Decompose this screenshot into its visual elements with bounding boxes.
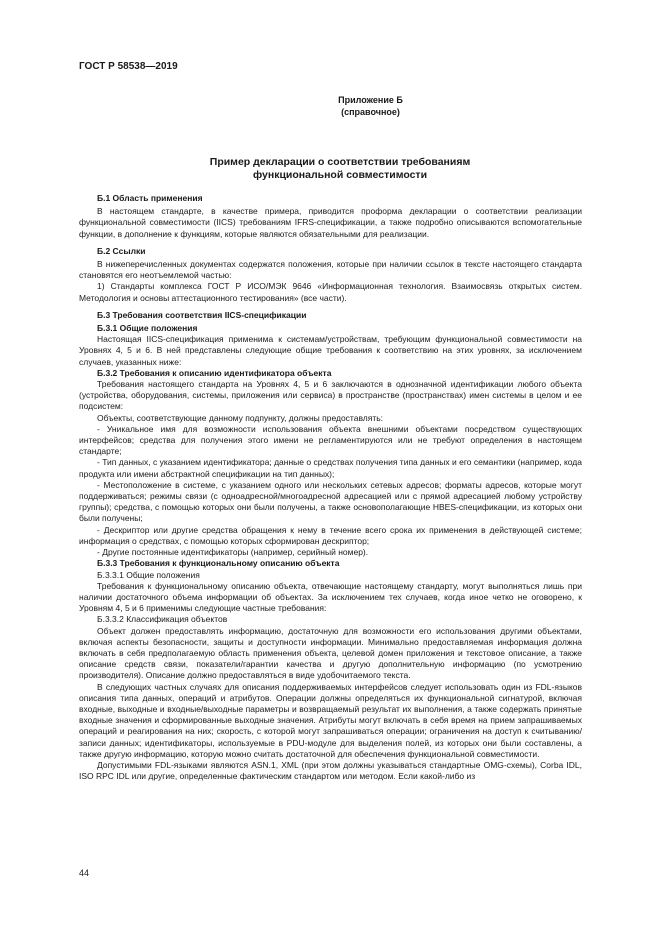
paragraph: В нижеперечисленных документах содержатся положения, которые при наличии ссылок в тексте настоящего стандарта становятся его неотъемлемой частью:	[79, 259, 582, 281]
document-header: ГОСТ Р 58538—2019	[79, 61, 178, 72]
paragraph: В следующих частных случаях для описания поддерживаемых интерфейсов следует использовать один из FDL-языков описания типа данных, операций и атрибутов. Операции должны определяться их функциональной сигнатурой, включая входные, выходные и входные/выходные параметры и возвращаемый результат их выполнения, а также содержать принятые входные значения и сформированные выходные значения. Атрибуты могут включать в себя время на прием запрашиваемых операций и реагирования на них; скорость, с которой могут запрашиваться операции; ограничения на доступ к считыванию/записи данных; идентификаторы, используемые в PDU-модуле для выделения полей, из которых они были составлены, а также другую информацию, которую можно считать достаточной для обеспечения функциональной совместимости.	[79, 681, 582, 759]
title-line-2: функциональной совместимости	[252, 168, 428, 181]
subsection-heading-b31: Б.3.1 Общие положения	[97, 323, 198, 334]
page-number: 44	[79, 868, 90, 878]
page-title	[140, 156, 540, 181]
list-item: - Тип данных, с указанием идентификатора; данные о средствах получения типа данных и его семантики (например, кода продукта или имени абстрактной спецификации на тип данных);	[79, 457, 582, 479]
paragraph: Требования к функциональному описанию объекта, отвечающие настоящему стандарту, могут выполняться лишь при наличии достаточного объема информации об объектах. За исключением тех случаев, когда иное четко не оговорено, к Уровням 4, 5 и 6 применимы следующие частные требования:	[79, 580, 582, 614]
appendix-type: (справочное)	[341, 106, 400, 117]
paragraph: Требования настоящего стандарта на Уровнях 4, 5 и 6 заключаются в однозначной идентификации любого объекта (устройства, оборудования, системы, приложения или сервиса) в пространстве (пространствах) имен системы в целом и ее подсистем:	[79, 379, 582, 412]
paragraph: Допустимыми FDL-языками являются ASN.1, XML (при этом должны указываться стандартные OMG-схемы), Corba IDL, ISO RPC IDL или другие, определенные фактическим стандартом или методом. Если какой-либо из	[79, 759, 582, 782]
title-line-1: Пример декларации о соответствии требованиям	[209, 156, 471, 168]
appendix-heading	[0, 95, 661, 118]
subsection-heading-b332: Б.3.3.2 Классификация объектов	[97, 614, 228, 625]
list-item: - Местоположение в системе, с указанием одного или нескольких сетевых адресов; форматы адресов, которые могут поддерживаться; режимы связи (с одноадресной/многоадресной адресацией или с прямой адресацией любому устройству группы); средства, с помощью которых они были получены, а также основополагающие HBES-спецификации, из которых они были получены;	[79, 479, 582, 524]
section-heading-b1: Б.1 Область применения	[97, 193, 203, 203]
list-item: - Другие постоянные идентификаторы (например, серийный номер).	[97, 547, 369, 558]
paragraph: 1) Стандарты комплекса ГОСТ Р ИСО/МЭК 9646 «Информационная технология. Взаимосвязь открытых систем. Методология и основы аттестационного тестирования» (все части).	[79, 281, 582, 303]
paragraph: Настоящая IICS-спецификация применима к системам/устройствам, требующим функциональной совместимости на Уровнях 4, 5 и 6. В ней представлены следующие общие требования к соответствию на этих уровнях, за исключением случаев, указанных ниже:	[79, 334, 582, 367]
paragraph: Объект должен предоставлять информацию, достаточную для возможности его использования другими объектами, включая аспекты безопасности, защиты и доступности информации. Минимально предоставляемая информация должна включать в себя предполагаемую область применения объекта, целевой домен приложения и текстовое описание, а также описание средств связи, показатели/гарантии качества и другую дополнительную информацию (по усмотрению производителя). Описание должно предоставляться в виде удобочитаемого текста.	[79, 625, 582, 681]
section-heading-b3: Б.3 Требования соответствия IICS-спецификации	[97, 309, 307, 320]
appendix-label: Приложение Б	[338, 95, 403, 105]
subsection-heading-b33: Б.3.3 Требования к функциональному описанию объекта	[97, 558, 340, 569]
list-item: - Дескриптор или другие средства обращения к нему в течение всего срока их применения в действующей системе; информация о средствах, с помощью которых сформирован дескриптор;	[79, 524, 582, 546]
paragraph: Объекты, соответствующие данному подпункту, должны предоставлять:	[97, 412, 384, 423]
subsection-heading-b32: Б.3.2 Требования к описанию идентификатора объекта	[97, 367, 332, 378]
section-heading-b2: Б.2 Ссылки	[97, 245, 146, 256]
paragraph: В настоящем стандарте, в качестве примера, приводится проформа декларации о соответствии реализации функциональной совместимости (IICS) требованиям IFRS-спецификации, а также подробно описываются вспомогательные функции, в дополнение к функциям, которые являются обязательными для реализации.	[79, 206, 582, 239]
list-item: - Уникальное имя для возможности использования объекта внешними объектами посредством существующих интерфейсов; средства для получения этого имени не регламентируются или не требуют определения в настоящем стандарте;	[79, 423, 582, 457]
subsection-heading-b331: Б.3.3.1 Общие положения	[97, 569, 200, 580]
document-body	[79, 193, 582, 782]
